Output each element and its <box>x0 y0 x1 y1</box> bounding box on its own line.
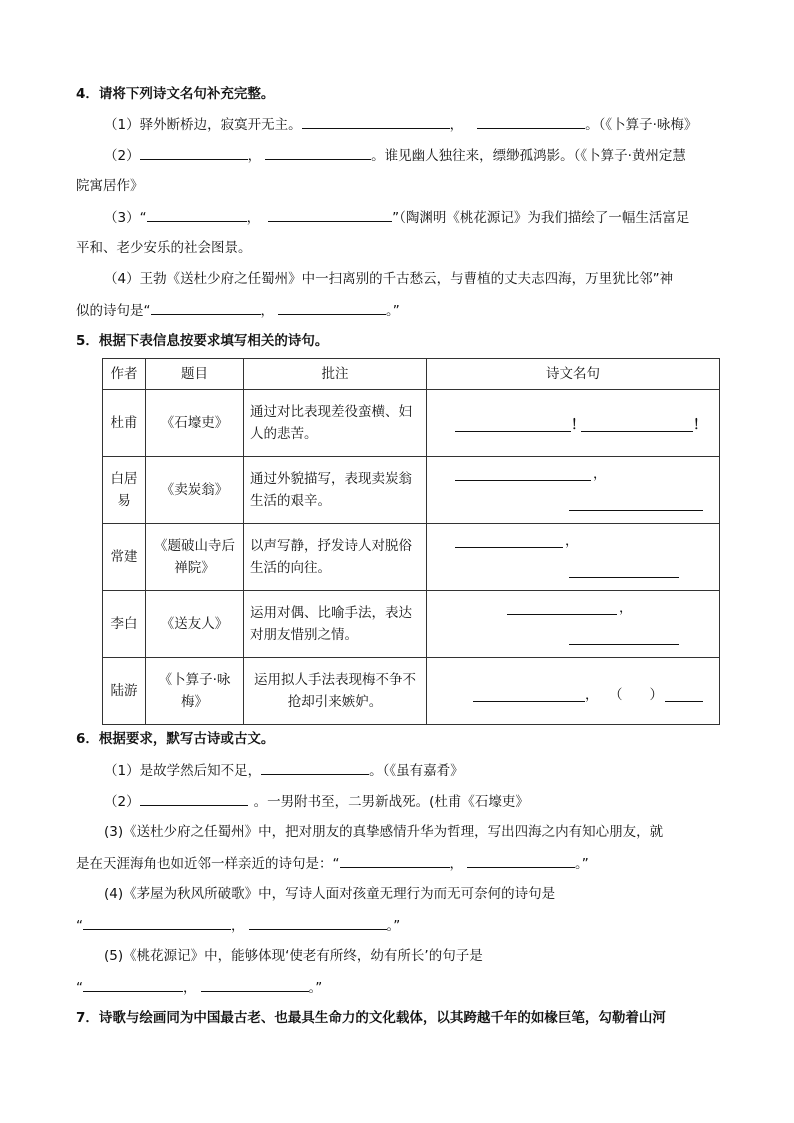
question-7-title: 7．诗歌与绘画同为中国最古老、也最具生命力的文化载体，以其跨越千年的如椽巨笔，勾勒着山河 <box>76 1010 666 1026</box>
q6-item-5-lead: “ <box>76 980 83 996</box>
q4-item-4-comma: ， <box>260 303 274 319</box>
q6-item-5: (5)《桃花源记》中，能够体现‘使老有所终，幼有所长’的句子是 <box>104 948 483 964</box>
answer-blank[interactable] <box>569 509 703 511</box>
row-answer-cell <box>427 390 720 457</box>
choice-parentheses[interactable]: （ ） <box>609 687 663 703</box>
q4-item-3-comma: ， <box>246 210 261 226</box>
row-author: 白居易 <box>103 457 146 524</box>
answer-blank[interactable] <box>265 145 371 160</box>
answer-blank[interactable] <box>467 853 575 868</box>
table-header-row <box>103 359 720 390</box>
answer-blank[interactable] <box>261 760 369 775</box>
table-row <box>103 524 720 591</box>
row-author: 陆游 <box>103 658 146 725</box>
answer-blank[interactable] <box>249 915 387 930</box>
answer-blank[interactable] <box>507 613 617 615</box>
question-4-title: 4．请将下列诗文名句补充完整。 <box>76 86 275 102</box>
q4-item-3 <box>104 207 689 228</box>
q4-item-4-end: 。” <box>386 303 400 319</box>
poem-table <box>102 358 720 725</box>
table-row <box>103 390 720 457</box>
row-note: 运用拟人手法表现梅不争不抢却引来嫉妒。 <box>244 658 427 725</box>
q6-item-1-source: 。（《虽有嘉肴》 <box>369 763 464 779</box>
q4-item-2-text: 。谁见幽人独往来，缥缈孤鸿影。（《卜算子·黄州定慧 <box>371 148 686 164</box>
row-author: 常建 <box>103 524 146 591</box>
row-answer-cell <box>427 591 720 658</box>
q6-item-1 <box>104 760 464 781</box>
header-title: 题目 <box>146 359 244 390</box>
answer-blank[interactable] <box>455 479 591 481</box>
answer-blank[interactable] <box>268 207 392 222</box>
answer-blank[interactable] <box>83 977 183 992</box>
answer-blank[interactable] <box>151 300 261 315</box>
answer-blank[interactable] <box>455 430 571 432</box>
comma: ， <box>565 533 579 549</box>
exclamation-mark: ！ <box>571 417 585 433</box>
question-5-title: 5．根据下表信息按要求填写相关的诗句。 <box>76 333 329 349</box>
answer-blank[interactable] <box>83 915 231 930</box>
q6-item-5-cont <box>76 977 322 998</box>
q6-item-3-comma: ， <box>449 856 463 872</box>
q4-item-4-cont <box>76 300 400 321</box>
answer-blank[interactable] <box>302 114 450 129</box>
q6-item-1-text: （1）是故学然后知不足， <box>104 763 262 779</box>
row-title: 《送友人》 <box>146 591 244 658</box>
comma: ， <box>619 600 633 616</box>
table-row <box>103 457 720 524</box>
answer-blank[interactable] <box>569 576 679 578</box>
q6-item-2-number: （2） <box>104 794 140 810</box>
row-author: 杜甫 <box>103 390 146 457</box>
answer-blank[interactable] <box>473 700 585 702</box>
q6-item-5-end: 。” <box>308 980 323 996</box>
row-title: 《题破山寺后禅院》 <box>146 524 244 591</box>
q4-item-4-lead: 似的诗句是“ <box>76 303 151 319</box>
q4-item-2-comma: ， <box>247 148 262 164</box>
row-author: 李白 <box>103 591 146 658</box>
table-row <box>103 658 720 725</box>
q4-item-1-comma: ， <box>449 117 464 133</box>
comma: ， <box>593 466 607 482</box>
comma: ， <box>585 687 599 703</box>
q4-item-1 <box>104 114 697 135</box>
row-note: 以声写静，抒发诗人对脱俗生活的向往。 <box>244 524 427 591</box>
q6-item-2 <box>104 791 529 812</box>
q6-item-4-cont <box>76 915 400 936</box>
answer-blank[interactable] <box>477 114 585 129</box>
q6-item-3: (3)《送杜少府之任蜀州》中，把对朋友的真挚感情升华为哲理，写出四海之内有知心朋友，就 <box>104 824 664 840</box>
question-6-title: 6．根据要求，默写古诗或古文。 <box>76 731 275 747</box>
answer-blank[interactable] <box>340 853 450 868</box>
row-answer-cell <box>427 524 720 591</box>
answer-blank[interactable] <box>140 791 248 806</box>
header-note: 批注 <box>244 359 427 390</box>
row-note: 通过外貌描写，表现卖炭翁生活的艰辛。 <box>244 457 427 524</box>
row-title: 《石壕吏》 <box>146 390 244 457</box>
q4-item-4: （4）王勃《送杜少府之任蜀州》中一扫离别的千古愁云，与曹植的丈夫志四海，万里犹比邻”神 <box>104 271 674 287</box>
q6-item-4: (4)《茅屋为秋风所破歌》中，写诗人面对孩童无理行为而无可奈何的诗句是 <box>104 886 556 902</box>
row-answer-cell <box>427 658 720 725</box>
answer-blank[interactable] <box>455 546 563 548</box>
answer-blank[interactable] <box>201 977 309 992</box>
row-answer-cell <box>427 457 720 524</box>
table-row <box>103 591 720 658</box>
q4-item-2-cont: 院寓居作》 <box>76 178 144 194</box>
answer-blank[interactable] <box>665 700 703 702</box>
q4-item-1-text: （1）驿外断桥边，寂寞开无主。 <box>104 117 302 133</box>
q6-item-4-comma: ， <box>231 918 245 934</box>
row-title: 《卖炭翁》 <box>146 457 244 524</box>
row-note: 运用对偶、比喻手法，表达对朋友惜别之情。 <box>244 591 427 658</box>
exclamation-mark: ！ <box>693 417 707 433</box>
header-poem-line: 诗文名句 <box>427 359 720 390</box>
q4-item-3-cont: 平和、老少安乐的社会图景。 <box>76 240 252 256</box>
q6-item-3-lead: 是在天涯海角也如近邻一样亲近的诗句是：“ <box>76 856 340 872</box>
q4-item-1-source: 。（《卜算子·咏梅》 <box>585 117 698 133</box>
header-author: 作者 <box>103 359 146 390</box>
q6-item-4-lead: “ <box>76 918 83 934</box>
answer-blank[interactable] <box>581 430 693 432</box>
row-note: 通过对比表现差役蛮横、妇人的悲苦。 <box>244 390 427 457</box>
q6-item-5-comma: ， <box>183 980 197 996</box>
q4-item-2-number: （2） <box>104 148 140 164</box>
answer-blank[interactable] <box>140 145 248 160</box>
answer-blank[interactable] <box>147 207 247 222</box>
answer-blank[interactable] <box>569 643 679 645</box>
q4-item-2 <box>104 145 686 166</box>
q6-item-3-cont <box>76 853 589 874</box>
answer-blank[interactable] <box>278 300 386 315</box>
q6-item-4-end: 。” <box>386 918 401 934</box>
q6-item-2-text: 。一男附书至，二男新战死。(杜甫《石壕吏》 <box>253 794 529 810</box>
q4-item-3-number: （3）“ <box>104 210 147 226</box>
row-title: 《卜算子·咏梅》 <box>146 658 244 725</box>
q4-item-3-text: ”（陶渊明《桃花源记》为我们描绘了一幅生活富足 <box>392 210 690 226</box>
q6-item-3-end: 。” <box>575 856 589 872</box>
